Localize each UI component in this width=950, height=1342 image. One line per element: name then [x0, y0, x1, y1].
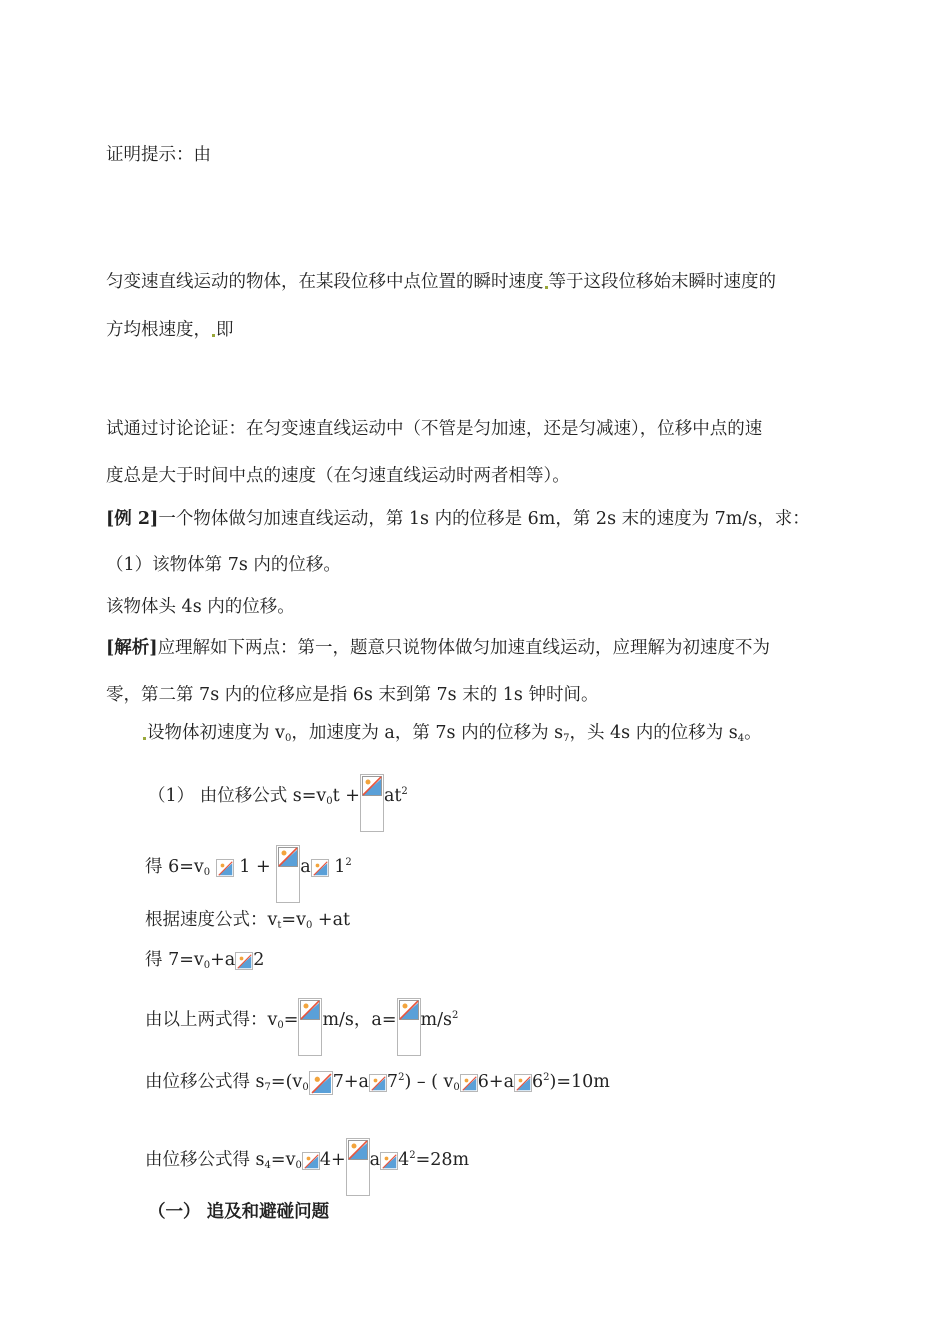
- broken-image-icon: [346, 1138, 370, 1196]
- section-heading: （一） 追及和避碰问题: [148, 1202, 330, 1222]
- example-tag: [例 2]: [106, 509, 159, 529]
- paragraph-line: 方均根速度， 即: [106, 320, 234, 340]
- paragraph-line: 匀变速直线运动的物体，在某段位移中点位置的瞬时速度 等于这段位移始末瞬时速度的: [106, 272, 776, 292]
- broken-image-icon: [309, 1071, 333, 1095]
- analysis-line: 零，第二第 7s 内的位移应是指 6s 末到第 7s 末的 1s 钟时间。: [106, 685, 599, 705]
- anchor-marker: [545, 286, 548, 289]
- analysis-line: [解析]应理解如下两点：第一，题意只说物体做匀加速直线运动，应理解为初速度不为: [106, 638, 771, 658]
- broken-image-icon: [380, 1152, 398, 1170]
- formula-line: 由位移公式得 $s_7=(v_0$ 7+a $7^2$) – ( $v_0$ 6+a $6^2)=10m$: [145, 1072, 610, 1093]
- example-line: [例 2]一个物体做匀加速直线运动，第 1s 内的位移是 6m，第 2s 末的速度为 7m/s，求：: [106, 509, 810, 529]
- setup-line: 设物体初速度为 $v_0$，加速度为 a，第 7s 内的位移为 $s_7$，头 4s 内的位移为 $s_4$。: [142, 721, 762, 751]
- broken-image-icon: [235, 952, 253, 970]
- anchor-marker: [212, 334, 215, 337]
- broken-image-icon: [216, 859, 234, 877]
- question-line: （1）该物体第 7s 内的位移。: [106, 555, 341, 575]
- formula-line: （1） 由位移公式 $s=v_0t$ + $at^2$: [148, 762, 408, 822]
- formula-line: 根据速度公式：$v_t=v_0 +at$: [145, 910, 351, 931]
- broken-image-icon: [360, 774, 384, 832]
- paragraph-line: 度总是大于时间中点的速度（在匀速直线运动时两者相等）。: [106, 466, 570, 486]
- broken-image-icon: [302, 1152, 320, 1170]
- broken-image-icon: [311, 859, 329, 877]
- broken-image-icon: [276, 845, 300, 903]
- formula-line: 得 $6=v_0$ 1 + a $1^2$: [145, 833, 352, 893]
- anchor-marker: [143, 737, 146, 740]
- broken-image-icon: [514, 1074, 532, 1092]
- broken-image-icon: [397, 998, 421, 1056]
- paragraph-line: 试通过讨论论证：在匀变速直线运动中（不管是匀加速，还是匀减速），位移中点的速: [106, 419, 763, 439]
- formula-line: 得 $7=v_0+a$ 2: [145, 950, 265, 971]
- broken-image-icon: [369, 1074, 387, 1092]
- formula-line: 由以上两式得：$v_0=$ m/s，a= $m/s^2$: [145, 986, 458, 1046]
- analysis-tag: [解析]: [106, 638, 158, 658]
- proof-hint: 证明提示：由: [106, 145, 211, 165]
- question-line: 该物体头 4s 内的位移。: [106, 597, 295, 617]
- formula-line: 由位移公式得 $s_4=v_0$ 4+ a $4^2=28m$: [145, 1126, 469, 1186]
- broken-image-icon: [298, 998, 322, 1056]
- broken-image-icon: [460, 1074, 478, 1092]
